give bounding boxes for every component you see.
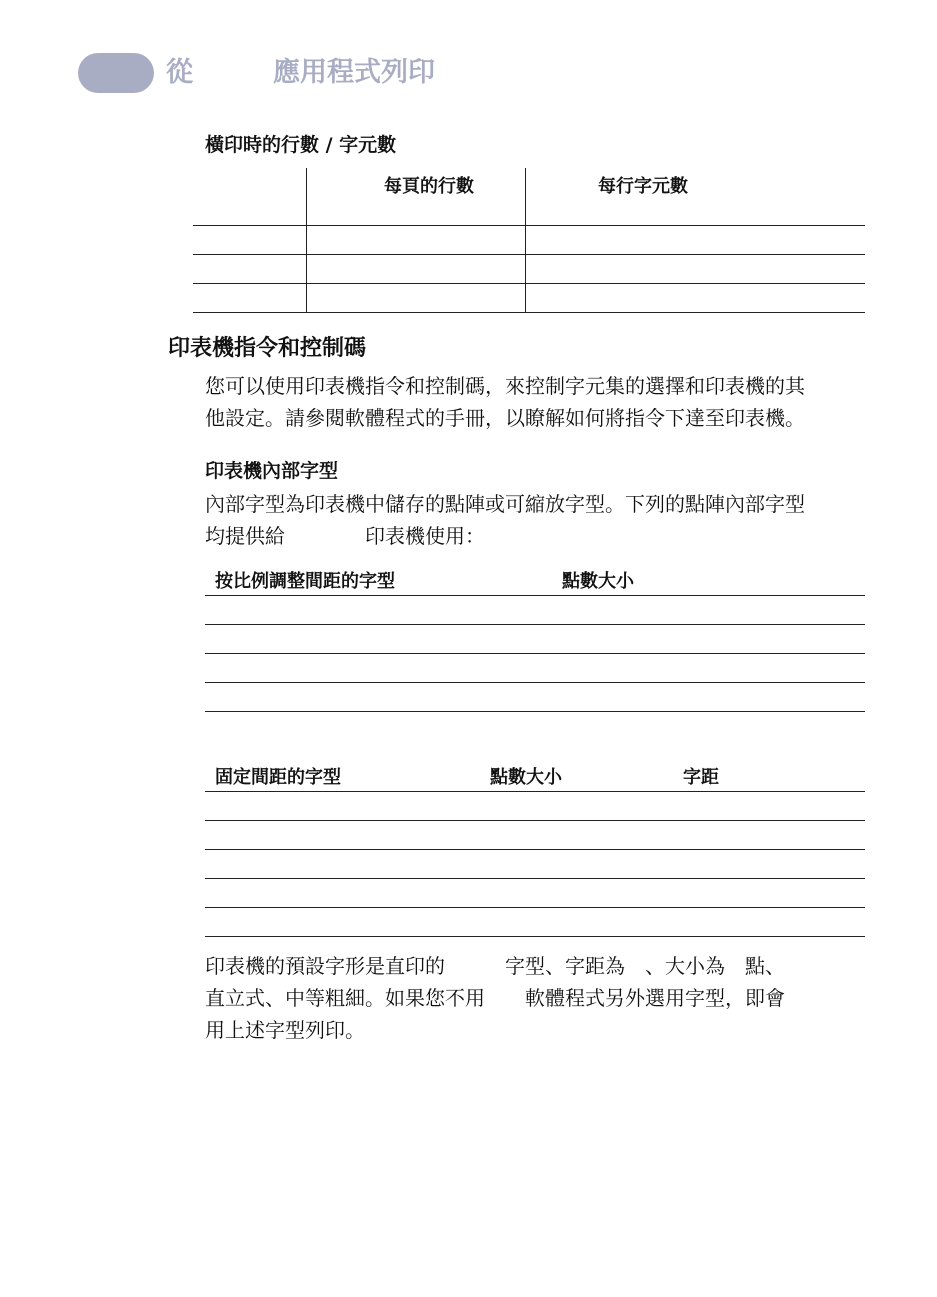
table-row-rule xyxy=(205,878,865,879)
col-point-size: 點數大小 xyxy=(562,571,634,592)
table-row-rule xyxy=(205,653,865,654)
table-row-rule xyxy=(205,936,865,937)
paragraph-line: 您可以使用印表機指令和控制碼，來控制字元集的選擇和印表機的其 xyxy=(205,374,805,398)
paragraph-line: 均提供給 印表機使用： xyxy=(205,524,485,548)
internal-fonts-heading: 印表機內部字型 xyxy=(205,460,339,482)
table-row-rule xyxy=(205,849,865,850)
table-row-rule xyxy=(205,907,865,908)
col-proportional-font: 按比例調整間距的字型 xyxy=(215,571,395,592)
table-row-rule xyxy=(205,624,865,625)
table-row-rule xyxy=(193,254,865,255)
table-row-rule xyxy=(193,312,865,313)
table-row-rule xyxy=(205,791,865,792)
default-font-paragraph xyxy=(205,950,785,1046)
printer-commands-heading: 印表機指令和控制碼 xyxy=(168,336,367,361)
table-row-rule xyxy=(205,595,865,596)
paragraph-line: 內部字型為印表機中儲存的點陣或可縮放字型。下列的點陣內部字型 xyxy=(205,492,805,516)
col-chars-per-line: 每行字元數 xyxy=(598,176,688,197)
paragraph-line: 印表機的預設字形是直印的 字型、字距為 、大小為 點、 xyxy=(205,954,785,978)
paragraph-line: 他設定。請參閱軟體程式的手冊，以瞭解如何將指令下達至印表機。 xyxy=(205,406,805,430)
paragraph-line: 直立式、中等粗細。如果您不用 軟體程式另外選用字型，即會 xyxy=(205,986,785,1010)
table-row-rule xyxy=(205,711,865,712)
col-lines-per-page: 每頁的行數 xyxy=(384,176,474,197)
printer-commands-paragraph xyxy=(205,370,805,434)
page-number-tab xyxy=(78,53,154,93)
col-pitch: 字距 xyxy=(683,767,719,788)
col-point-size: 點數大小 xyxy=(490,767,562,788)
table-row-rule xyxy=(205,682,865,683)
col-fixed-font: 固定間距的字型 xyxy=(215,767,341,788)
running-head-title: 應用程式列印 xyxy=(273,57,435,88)
table-divider-vertical xyxy=(306,168,307,312)
table-row-rule xyxy=(205,820,865,821)
table-divider-vertical xyxy=(525,168,526,312)
table-row-rule xyxy=(193,283,865,284)
internal-fonts-paragraph xyxy=(205,488,805,552)
paragraph-line: 用上述字型列印。 xyxy=(205,1018,365,1042)
running-head-section: 從 xyxy=(166,57,193,88)
landscape-table-heading: 橫印時的行數 / 字元數 xyxy=(205,134,397,156)
table-row-rule xyxy=(193,225,865,226)
